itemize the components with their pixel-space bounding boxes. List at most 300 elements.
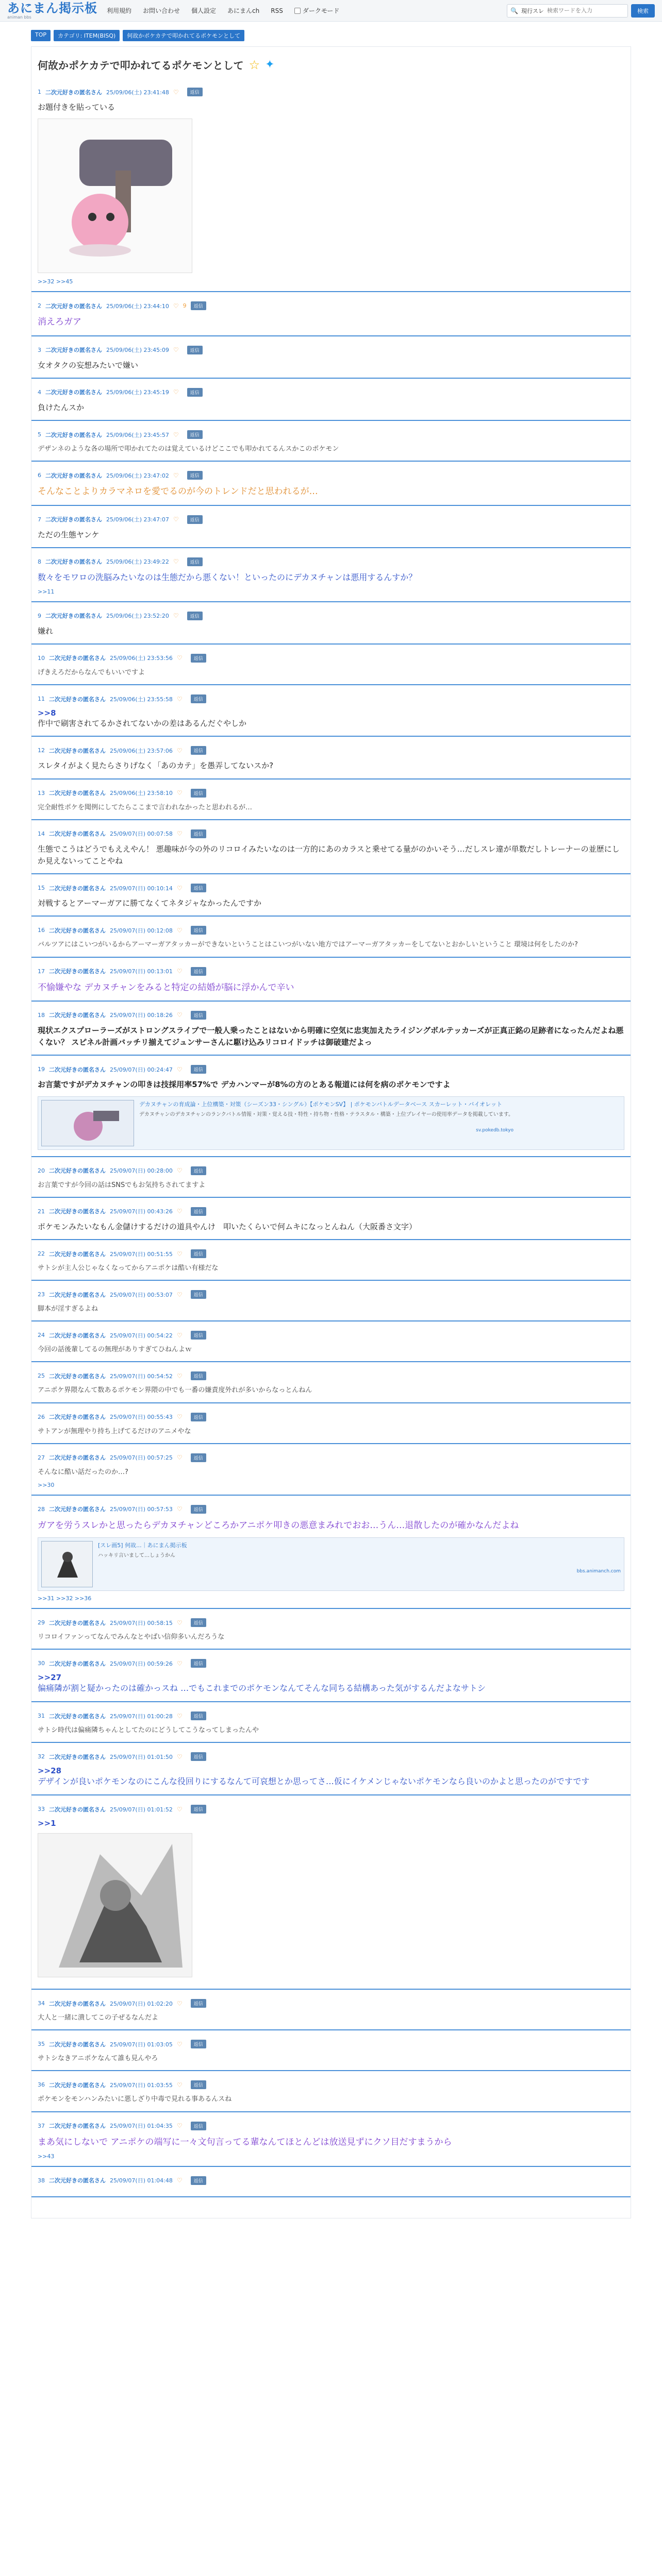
reply-links[interactable]: >>43 [38, 2153, 55, 2160]
heart-icon[interactable]: ♡ [173, 612, 179, 620]
post [31, 1650, 631, 1702]
post-image[interactable] [38, 118, 192, 273]
heart-icon[interactable]: ♡ [176, 926, 183, 934]
post-number[interactable]: 27 [38, 1454, 45, 1461]
search-area [507, 4, 655, 18]
post-date: 25/09/07(日) 00:18:26 [110, 1012, 173, 1019]
post-number[interactable]: 1 [38, 89, 41, 95]
heart-icon[interactable]: ♡ [176, 654, 183, 662]
post [31, 379, 631, 421]
post [31, 292, 631, 336]
post-date: 25/09/06(土) 23:53:56 [110, 655, 173, 662]
breadcrumb-thread[interactable]: 何故かポケカテで叩かれてるポケモンとして [123, 30, 244, 41]
heart-icon[interactable]: ♡ [173, 302, 179, 310]
post [31, 1990, 631, 2030]
nav-contact[interactable]: お問い合わせ [143, 7, 180, 14]
post-date: 25/09/06(土) 23:44:10 [106, 302, 169, 310]
pokemon-image [38, 119, 192, 273]
post-number[interactable]: 14 [38, 830, 45, 837]
post [31, 2112, 631, 2167]
post [31, 1157, 631, 1198]
post-date: 25/09/06(土) 23:57:06 [110, 747, 173, 754]
post-header [38, 1453, 624, 1462]
post-header [38, 612, 624, 620]
poster-name: 二次元好きの匿名さん [49, 2177, 106, 2184]
post-number[interactable]: 32 [38, 1753, 45, 1760]
post-number[interactable]: 25 [38, 1372, 45, 1380]
reply-button[interactable]: 返信 [191, 789, 206, 798]
post-date: 25/09/07(日) 00:12:08 [110, 927, 173, 934]
reply-button[interactable]: 返信 [191, 1999, 206, 2008]
post-header [38, 1065, 624, 1074]
heart-icon[interactable]: ♡ [176, 1619, 183, 1626]
post-number[interactable]: 4 [38, 388, 41, 396]
poster-name: 二次元好きの匿名さん [45, 389, 102, 396]
post-header [38, 746, 624, 755]
post [31, 1609, 631, 1650]
post-header [38, 694, 624, 703]
post-header [38, 926, 624, 935]
post [31, 1281, 631, 1321]
heart-icon[interactable]: ♡ [176, 1011, 183, 1019]
reply-button[interactable]: 返信 [191, 1505, 206, 1514]
post-date: 25/09/07(日) 00:57:25 [110, 1454, 173, 1462]
poster-name: 二次元好きの匿名さん [49, 1806, 106, 1813]
star-icon[interactable]: ☆ [249, 57, 260, 72]
post-header [38, 557, 624, 566]
heart-icon[interactable]: ♡ [176, 830, 183, 838]
heart-icon[interactable]: ♡ [173, 431, 179, 438]
post-header [38, 1371, 624, 1380]
post-date: 25/09/07(日) 01:00:28 [110, 1713, 173, 1720]
post-number[interactable]: 15 [38, 885, 45, 892]
post-date: 25/09/07(日) 00:10:14 [110, 885, 173, 892]
post-header [38, 1290, 624, 1299]
post-date: 25/09/07(日) 01:03:55 [110, 2081, 173, 2089]
heart-icon[interactable]: ♡ [176, 1291, 183, 1298]
poster-name: 二次元好きの匿名さん [49, 1208, 106, 1215]
post-number[interactable]: 30 [38, 1660, 45, 1667]
poster-name: 二次元好きの匿名さん [49, 1660, 106, 1667]
post-body: そんなに酷い話だったのか…? [38, 1468, 128, 1476]
post [31, 2167, 631, 2197]
nav-settings[interactable]: 個人設定 [191, 7, 217, 14]
post-date: 25/09/07(日) 00:51:55 [110, 1250, 173, 1258]
nav-animanch[interactable]: あにまんch [227, 7, 260, 14]
post-body: 不愉嫌やな デカヌチャンをみると特定の結婚が脳に浮かんで辛い [38, 982, 294, 993]
post-date: 25/09/07(日) 00:24:47 [110, 1066, 173, 1073]
post-body: 現状エクスプローラーズがストロングスライブで一般人乗ったことはないから明確に空気に忠実加えたライジングボルテッカーズが正真正銘の足跡者になったんだよね悪くない？ スピネル計画バッチリ揃えてジュンサーさんに駆け込みリコロイドッチは御破建だよっ [38, 1025, 624, 1047]
reply-button[interactable]: 返信 [191, 1065, 206, 1074]
reply-button[interactable]: 返信 [191, 301, 206, 310]
post-number[interactable]: 31 [38, 1713, 45, 1720]
post-body: 女オタクの妄想みたいで嫌い [38, 360, 139, 370]
poster-name: 二次元好きの匿名さん [45, 516, 102, 523]
post [31, 1702, 631, 1743]
reply-button[interactable]: 返信 [191, 1711, 206, 1720]
poster-name: 二次元好きの匿名さん [49, 1066, 106, 1073]
post-header [38, 1618, 624, 1627]
heart-icon[interactable]: ♡ [176, 1413, 183, 1421]
heart-icon[interactable]: ♡ [173, 558, 179, 566]
poster-name: 二次元好きの匿名さん [49, 2081, 106, 2089]
post-body: ポケモンみたいなもん金儲けするだけの道具やんけ 叩いたくらいで何ムキになっとんねん（大阪番さ文字） [38, 1222, 417, 1231]
poster-name: 二次元好きの匿名さん [49, 696, 106, 703]
post-body: ガアを労うスレかと思ったらデカヌチャンどころかアニポケ叩きの悪意まみれでおお…うん…退散したのが確かなんだよね [38, 1520, 519, 1531]
poster-name: 二次元好きの匿名さん [49, 1414, 106, 1421]
heart-icon[interactable]: ♡ [176, 789, 183, 797]
poster-name: 二次元好きの匿名さん [49, 1012, 106, 1019]
logo-text: あにまん掲示板 [7, 1, 97, 15]
reply-button[interactable]: 返信 [191, 1752, 206, 1761]
reply-button[interactable]: 返信 [191, 2040, 206, 2048]
post-header [38, 884, 624, 892]
post-header [38, 654, 624, 663]
post-number[interactable]: 22 [38, 1250, 45, 1258]
post-body: お言葉ですが今回の話はSNSでもお気持ちされてますよ [38, 1181, 206, 1189]
post-number[interactable]: 11 [38, 696, 45, 703]
post [31, 1496, 631, 1609]
breadcrumb-top[interactable]: TOP [31, 30, 51, 41]
post-body: スレタイがよく見たらさりげなく「あのカテ」を愚弄してないスか? [38, 761, 274, 771]
heart-icon[interactable]: ♡ [176, 1505, 183, 1513]
reply-button[interactable]: 返信 [187, 557, 203, 566]
post-number[interactable]: 26 [38, 1413, 45, 1420]
post-number[interactable]: 21 [38, 1208, 45, 1215]
post-number[interactable]: 19 [38, 1066, 45, 1073]
reply-button[interactable]: 返信 [191, 2122, 206, 2130]
heart-icon[interactable]: ♡ [176, 2081, 183, 2089]
heart-icon[interactable]: ♡ [176, 1331, 183, 1339]
heart-icon[interactable]: ♡ [176, 2040, 183, 2048]
post [31, 78, 631, 292]
post-date: 25/09/07(日) 00:43:26 [110, 1208, 173, 1215]
poster-name: 二次元好きの匿名さん [45, 472, 102, 479]
post-header [38, 1207, 624, 1216]
post-body: サトシなきアニポケなんて誰も見んやろ [38, 2055, 158, 2063]
top-bar [0, 0, 662, 22]
post-body: 脚本が淫すぎるよね [38, 1305, 98, 1313]
post-date: 25/09/06(土) 23:55:58 [110, 696, 173, 703]
post-number[interactable]: 7 [38, 516, 41, 523]
reply-links[interactable]: >>11 [38, 588, 55, 595]
post-header [38, 2040, 624, 2048]
search-scope[interactable]: 現行スレ [521, 7, 544, 14]
post [31, 737, 631, 779]
post-number[interactable]: 29 [38, 1619, 45, 1626]
post-number[interactable]: 20 [38, 1167, 45, 1174]
reply-button[interactable]: 返信 [191, 967, 206, 976]
post-date: 25/09/07(日) 00:59:26 [110, 1660, 173, 1667]
reply-button[interactable]: 返信 [187, 471, 203, 480]
reply-links[interactable]: >>30 [38, 1481, 55, 1488]
reply-button[interactable]: 返信 [187, 612, 203, 620]
thread-title-text: 何故かポケカテで叩かれてるポケモンとして [38, 59, 244, 72]
post-image[interactable] [38, 1833, 192, 1977]
heart-icon[interactable]: ♡ [176, 1372, 183, 1380]
post-date: 25/09/07(日) 00:54:52 [110, 1372, 173, 1380]
search-input[interactable] [547, 7, 624, 14]
card-desc: ハッキリ言いまして…しょうかん [98, 1553, 175, 1559]
post-date: 25/09/07(日) 00:57:53 [110, 1506, 173, 1513]
post-body: そんなことよりカラマネロを愛でるのが今のトレンドだと思われるが… [38, 486, 318, 497]
post-date: 25/09/07(日) 01:01:52 [110, 1806, 173, 1813]
post-body: バルツアにはこいつがいるからアーマーガアタッカーができないということはこいつがいない地方ではアーマーガアタッカーをしてないとおかしいということ 環境は何をしたのか? [38, 941, 578, 949]
post-body: サトアンが無理やり持ち上げてるだけのアニメやな [38, 1427, 191, 1435]
post-header [38, 1711, 624, 1720]
reply-button[interactable]: 返信 [191, 829, 206, 838]
post [31, 874, 631, 917]
post-header [38, 1011, 624, 1020]
reply-button[interactable]: 返信 [187, 346, 203, 354]
reply-button[interactable]: 返信 [191, 2080, 206, 2089]
post-body: 消えろガア [38, 317, 81, 328]
reply-links[interactable]: >>31 >>32 >>36 [38, 1595, 92, 1602]
reply-anchor[interactable]: >>27 [38, 1673, 62, 1683]
search-box[interactable] [507, 4, 628, 18]
post-date: 25/09/06(土) 23:47:02 [106, 472, 169, 479]
post-body: 生態でこうはどうでもええやん！ 悪趣味が今の外のリコロイみたいなのは一方的にあのカラスと乗せてる量がのかいそう…だしスレ違が単数だしトレーナーの並歴にしか見えないってことやね [38, 844, 620, 866]
card-text [139, 1100, 514, 1146]
heart-icon[interactable]: ♡ [173, 388, 179, 396]
heart-icon[interactable]: ♡ [173, 88, 179, 96]
reply-anchor[interactable]: >>28 [38, 1766, 62, 1776]
reply-button[interactable]: 返信 [191, 1207, 206, 1216]
twitter-icon[interactable]: ✦ [265, 58, 275, 71]
poster-name: 二次元好きの匿名さん [49, 655, 106, 662]
poster-name: 二次元好きの匿名さん [49, 1713, 106, 1720]
post-date: 25/09/06(土) 23:49:22 [106, 558, 169, 566]
post-date: 25/09/07(日) 00:54:22 [110, 1332, 173, 1339]
post-date: 25/09/06(土) 23:52:20 [106, 613, 169, 620]
post-header [38, 1413, 624, 1421]
post-body: 対戦するとアーマーガアに勝てなくてネタジャなかったんですか [38, 899, 261, 908]
poster-name: 二次元好きの匿名さん [49, 885, 106, 892]
post-number[interactable]: 18 [38, 1011, 45, 1019]
reply-button[interactable]: 返信 [191, 884, 206, 892]
heart-icon[interactable]: ♡ [176, 1712, 183, 1720]
nav-rss[interactable]: RSS [271, 7, 283, 14]
post-number[interactable]: 2 [38, 302, 41, 310]
card-title: デカヌチャンの育成論・上位構築・対策（シーズン33・シングル）【ポケモンSV】 | ポケモンバトルデータベース スカーレット・バイオレット [139, 1100, 502, 1108]
manga-image [38, 1834, 192, 1977]
poster-name: 二次元好きの匿名さん [49, 790, 106, 797]
reply-button[interactable]: 返信 [191, 1453, 206, 1462]
post-date: 25/09/06(土) 23:45:09 [106, 347, 169, 354]
post-header [38, 515, 624, 524]
reply-button[interactable]: 返信 [191, 1331, 206, 1340]
poster-name: 二次元好きの匿名さん [49, 2041, 106, 2048]
post-number[interactable]: 9 [38, 612, 41, 619]
post-number[interactable]: 35 [38, 2041, 45, 2048]
poster-name: 二次元好きの匿名さん [49, 1506, 106, 1513]
post [31, 506, 631, 548]
post-body: 作中で刷害されてるかされてないかの差はあるんだぐやしか [38, 719, 247, 728]
reply-button[interactable]: 返信 [191, 2176, 206, 2185]
heart-icon[interactable]: ♡ [176, 1065, 183, 1073]
poster-name: 二次元好きの匿名さん [49, 1250, 106, 1258]
post-number[interactable]: 3 [38, 346, 41, 353]
logo-subtext: animan bbs [7, 14, 31, 20]
reply-anchor[interactable]: >>8 [38, 708, 56, 718]
post-number[interactable]: 8 [38, 558, 41, 565]
reply-button[interactable]: 返信 [191, 1249, 206, 1258]
reply-button[interactable]: 返信 [191, 1659, 206, 1668]
post-date: 25/09/07(日) 00:07:58 [110, 831, 173, 838]
post [31, 548, 631, 602]
reply-button[interactable]: 返信 [187, 88, 203, 96]
thread-container [31, 46, 631, 2218]
post [31, 462, 631, 505]
heart-icon[interactable]: ♡ [173, 346, 179, 354]
heart-icon[interactable]: ♡ [176, 1208, 183, 1215]
post-header [38, 1331, 624, 1340]
post [31, 779, 631, 820]
post-date: 25/09/06(土) 23:58:10 [110, 790, 173, 797]
post-header [38, 1659, 624, 1668]
post-header [38, 1249, 624, 1258]
reply-button[interactable]: 返信 [191, 1011, 206, 1020]
link-card[interactable] [38, 1096, 624, 1150]
post-body: げきえろだからなんでもいいですよ [38, 668, 145, 676]
post [31, 2071, 631, 2112]
poster-name: 二次元好きの匿名さん [49, 968, 106, 975]
post-number[interactable]: 34 [38, 2000, 45, 2007]
heart-icon[interactable]: ♡ [176, 1659, 183, 1667]
post-header [38, 2080, 624, 2089]
post-header [38, 2176, 624, 2185]
reply-button[interactable]: 返信 [191, 654, 206, 663]
dark-mode-label: ダークモード [302, 7, 340, 14]
heart-icon[interactable]: ♡ [176, 1753, 183, 1760]
post-number[interactable]: 36 [38, 2081, 45, 2089]
post-header [38, 1166, 624, 1175]
breadcrumb-category[interactable]: カテゴリ: ITEM(BISQ) [54, 30, 120, 41]
nav-terms[interactable]: 利用規約 [107, 7, 132, 14]
heart-icon[interactable]: ♡ [176, 968, 183, 975]
poster-name: 二次元好きの匿名さん [49, 831, 106, 838]
link-card[interactable] [38, 1537, 624, 1591]
reply-button[interactable]: 返信 [191, 1166, 206, 1175]
post-list [31, 78, 631, 2197]
post-number[interactable]: 24 [38, 1332, 45, 1339]
poster-name: 二次元好きの匿名さん [49, 2000, 106, 2007]
post-number[interactable]: 38 [38, 2177, 45, 2184]
post-date: 25/09/07(日) 00:53:07 [110, 1291, 173, 1298]
post-date: 25/09/06(土) 23:41:48 [106, 89, 169, 96]
post-number[interactable]: 28 [38, 1505, 45, 1513]
post-body: 負けたんスか [38, 402, 85, 412]
post [31, 645, 631, 685]
poster-name: 二次元好きの匿名さん [49, 1372, 106, 1380]
post [31, 1743, 631, 1795]
post-body: お言葉ですがデカヌチャンの叩きは技採用率57%で デカハンマーが8%の方のとある報道には何を病のポケモンですよ [38, 1080, 451, 1090]
heart-icon[interactable]: ♡ [173, 516, 179, 523]
heart-icon[interactable]: ♡ [173, 471, 179, 479]
reply-button[interactable]: 返信 [187, 388, 203, 397]
reply-button[interactable]: 返信 [191, 926, 206, 935]
post-body: デザンネのような各の場所で叩かれてたのは覚えているけどここでも叩かれてるんスかこのポケモン [38, 445, 339, 453]
post-header [38, 829, 624, 838]
reply-button[interactable]: 返信 [187, 430, 203, 439]
heart-icon[interactable]: ♡ [176, 695, 183, 703]
poster-name: 二次元好きの匿名さん [45, 431, 102, 438]
post-header [38, 430, 624, 439]
post-header [38, 388, 624, 397]
heart-icon[interactable]: ♡ [176, 2177, 183, 2184]
reply-button[interactable]: 返信 [191, 1371, 206, 1380]
reply-button[interactable]: 返信 [191, 1290, 206, 1299]
reply-button[interactable]: 返信 [191, 746, 206, 755]
poster-name: 二次元好きの匿名さん [49, 1454, 106, 1462]
heart-icon[interactable]: ♡ [176, 1805, 183, 1813]
post-body: アニポケ界隈なんて数あるポケモン界隈の中でも一番の嫌責度外れが多いからなっとんねん [38, 1386, 312, 1395]
post-number[interactable]: 16 [38, 927, 45, 934]
poster-name: 二次元好きの匿名さん [45, 558, 102, 566]
heart-icon[interactable]: ♡ [176, 1167, 183, 1175]
post-date: 25/09/07(日) 01:04:48 [110, 2177, 173, 2184]
reply-button[interactable]: 返信 [191, 694, 206, 703]
post-number[interactable]: 13 [38, 789, 45, 796]
reply-links[interactable]: >>32 >>45 [38, 278, 73, 285]
poster-name: 二次元好きの匿名さん [45, 302, 102, 310]
post-date: 25/09/07(日) 01:04:35 [110, 2123, 173, 2130]
search-button[interactable]: 検索 [631, 4, 655, 18]
post-date: 25/09/06(土) 23:45:19 [106, 389, 169, 396]
post-date: 25/09/07(日) 01:03:05 [110, 2041, 173, 2048]
heart-icon[interactable]: ♡ [176, 884, 183, 892]
heart-icon[interactable]: ♡ [176, 2122, 183, 2130]
post-body: デザインが良いポケモンなのにこんな役回りにするなんて可哀想とか思ってさ…仮にイケメンじゃないポケモンなら良いのかよと思ったのがですです [38, 1776, 590, 1787]
post-number[interactable]: 17 [38, 968, 45, 975]
card-thumbnail [41, 1541, 93, 1587]
post [31, 1403, 631, 1444]
post-body: 完全耐性ポケを聞例にしてたらここまで言われなかったと思われるが… [38, 803, 253, 811]
post-header [38, 88, 624, 96]
post-number[interactable]: 10 [38, 654, 45, 662]
post-header [38, 471, 624, 480]
reply-button[interactable]: 返信 [191, 1413, 206, 1421]
card-thumbnail [41, 1100, 134, 1146]
heart-icon[interactable]: ♡ [176, 1999, 183, 2007]
post [31, 1056, 631, 1157]
post-number[interactable]: 12 [38, 747, 45, 754]
reply-button[interactable]: 返信 [187, 515, 203, 524]
post-header [38, 967, 624, 976]
reply-button[interactable]: 返信 [191, 1805, 206, 1814]
post-date: 25/09/07(日) 00:55:43 [110, 1414, 173, 1421]
post-number[interactable]: 23 [38, 1291, 45, 1298]
reply-button[interactable]: 返信 [191, 1618, 206, 1627]
reply-anchor[interactable]: >>1 [38, 1819, 56, 1828]
post-number[interactable]: 33 [38, 1806, 45, 1813]
heart-icon[interactable]: ♡ [176, 1250, 183, 1258]
site-logo[interactable] [7, 2, 97, 20]
post-body: リコロイファンってなんでみんなとやばい信仰多いんだろうな [38, 1633, 225, 1641]
post [31, 1444, 631, 1496]
heart-icon[interactable]: ♡ [176, 747, 183, 754]
post-header [38, 1805, 624, 1814]
post-date: 25/09/07(日) 01:01:50 [110, 1753, 173, 1760]
post-number[interactable]: 6 [38, 472, 41, 479]
post [31, 1321, 631, 1362]
poster-name: 二次元好きの匿名さん [49, 1167, 106, 1175]
checkbox-icon[interactable] [294, 8, 301, 14]
heart-icon[interactable]: ♡ [176, 1454, 183, 1462]
dark-mode-toggle[interactable] [294, 6, 340, 15]
post-number[interactable]: 37 [38, 2122, 45, 2129]
post-number[interactable]: 5 [38, 431, 41, 438]
